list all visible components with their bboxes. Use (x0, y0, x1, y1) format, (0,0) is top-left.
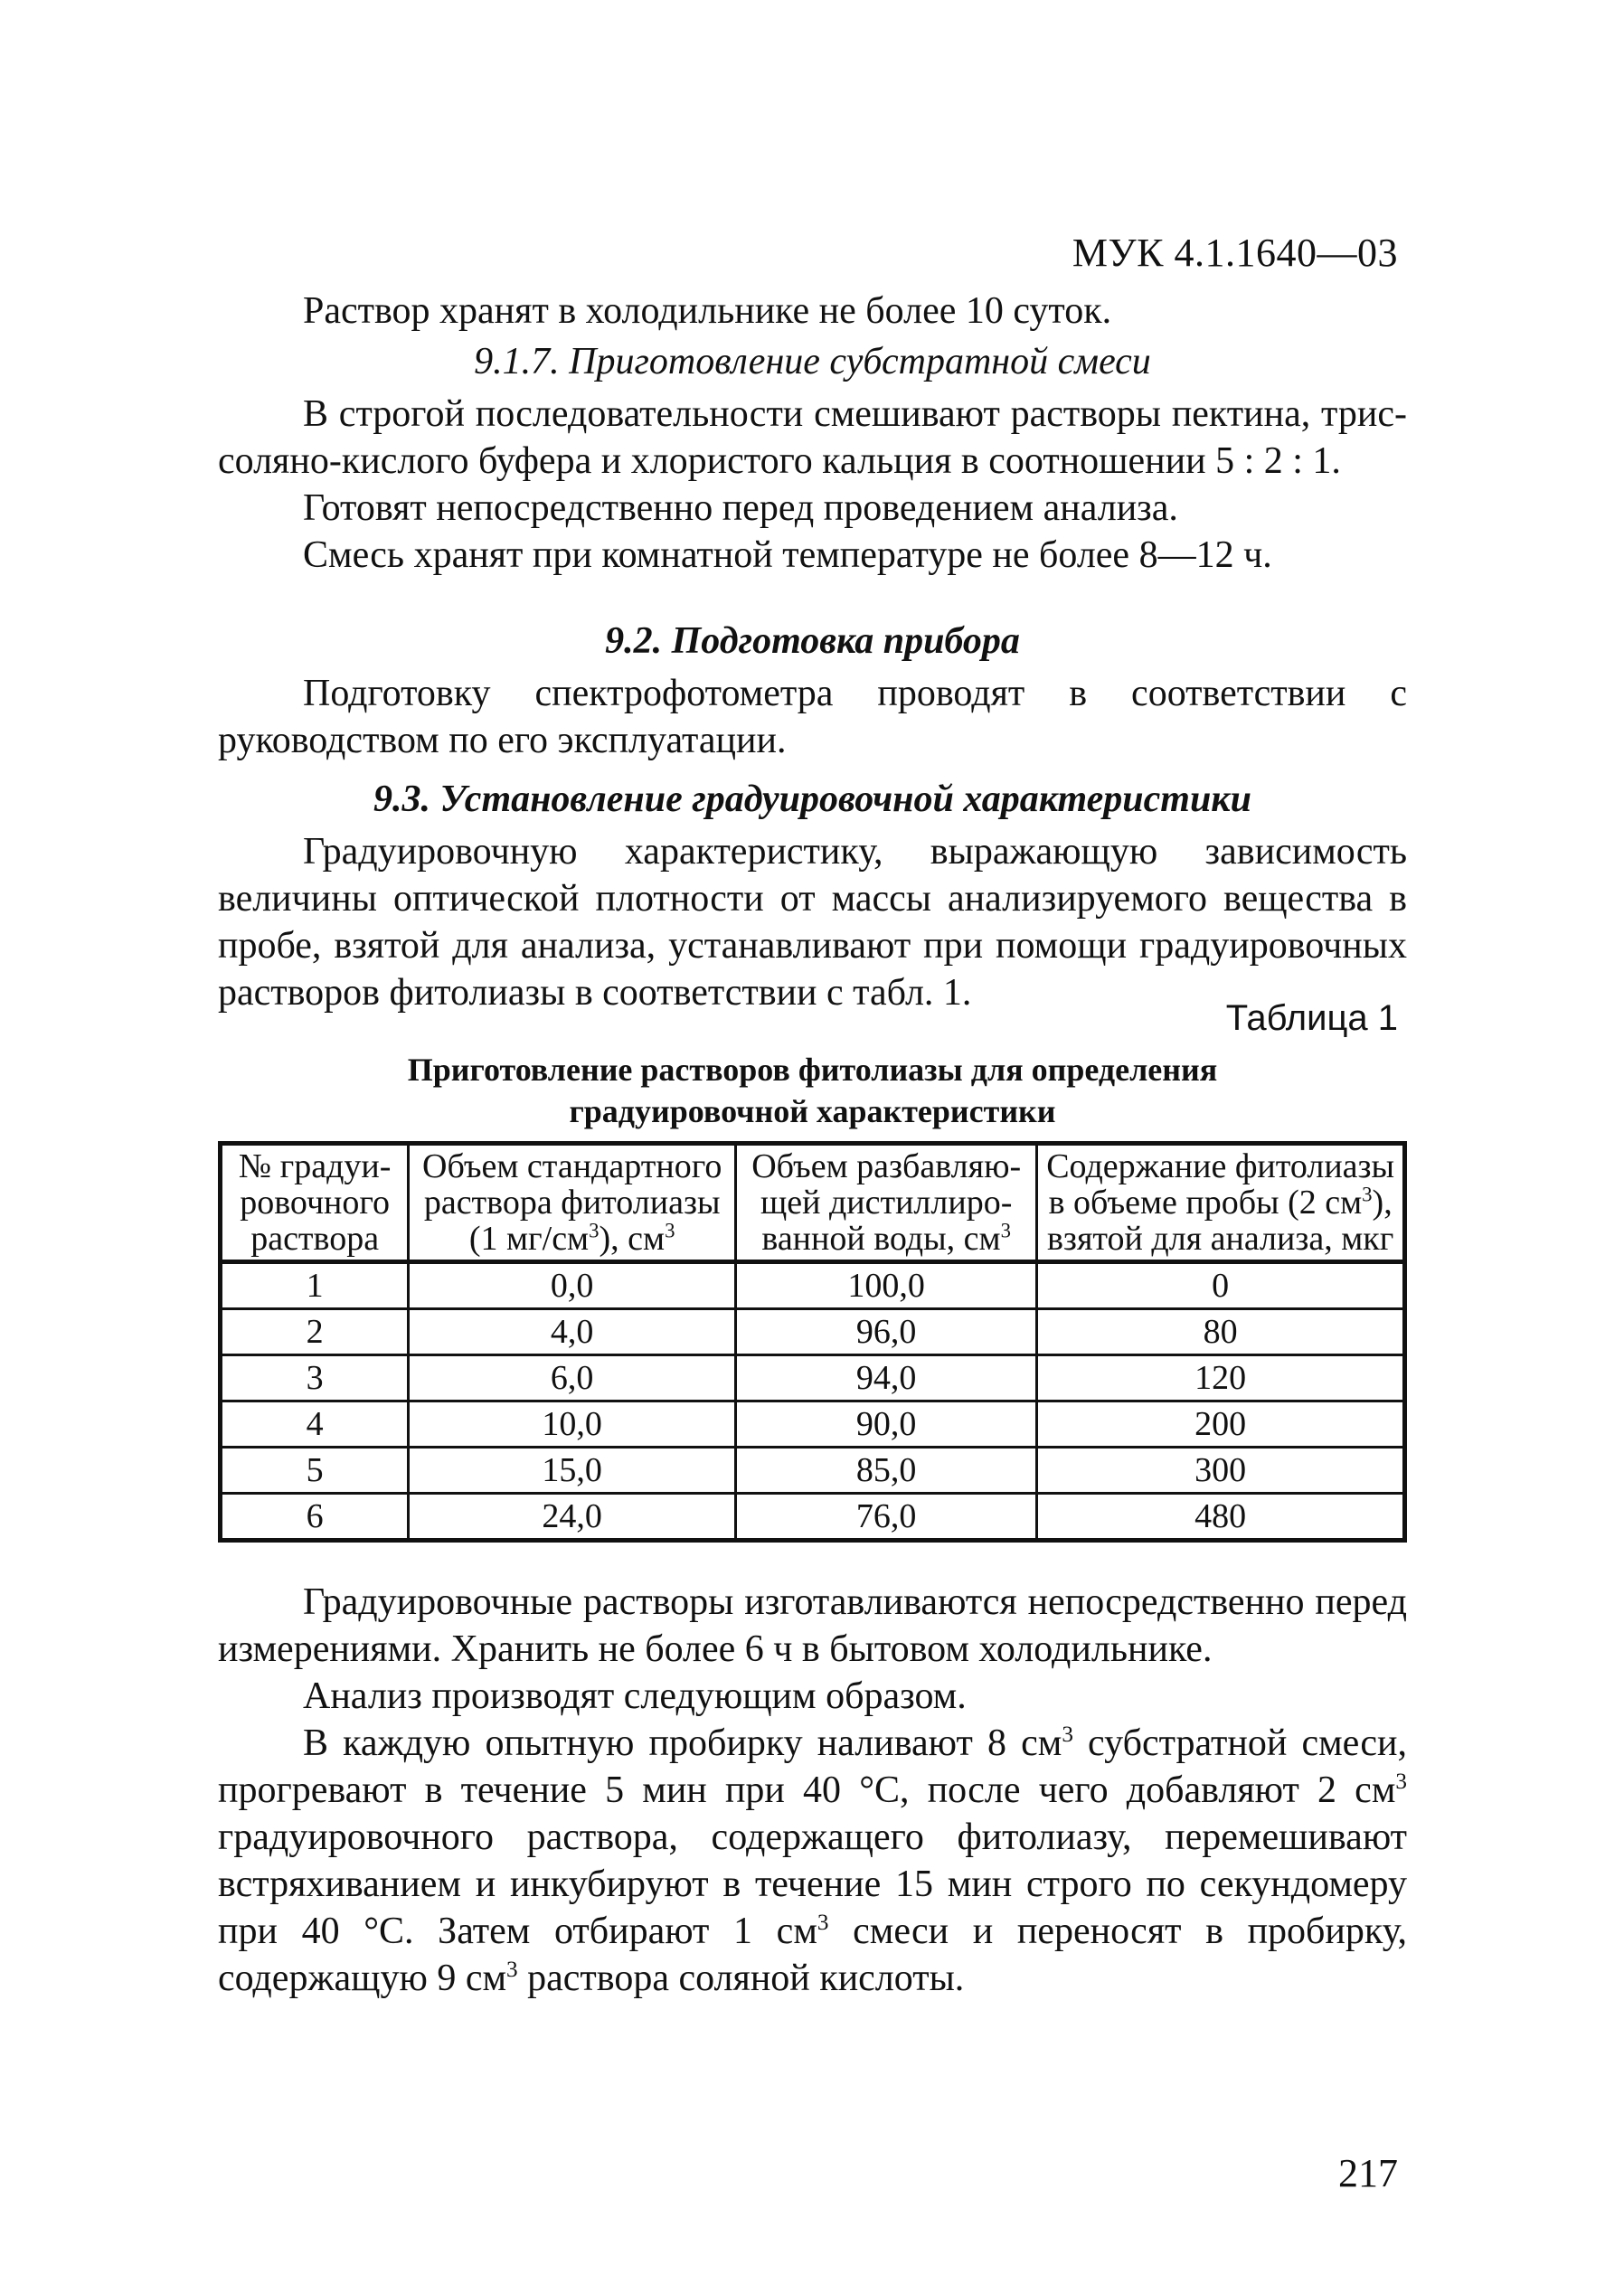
header-phytolyase-content: Содержание фитолиазы в объеме пробы (2 $см^3$), взятой для анализа, мкг (1037, 1144, 1405, 1262)
table-cell: 200 (1037, 1401, 1405, 1448)
section-storage-and-substrate (218, 288, 1407, 579)
table-row (221, 1448, 1405, 1494)
table-row (221, 1262, 1405, 1309)
table-row (221, 1401, 1405, 1448)
table-cell: 15,0 (409, 1448, 736, 1494)
table-cell: 3 (221, 1355, 409, 1401)
paragraph-calibration-solutions: Градуировочные растворы изготавливаются непосредственно перед измерениями. Хранить не более 6 ч в бытовом холодильнике. (218, 1581, 1407, 1670)
paragraph-analysis-procedure: В каждую опытную пробирку наливают 8 $см^3$ субстратной смеси, прогревают в течение 5 мин при 40 °С, после чего добавляют 2 $см^3$ градуировочного раствора, содержащего фитолиазу, перемешивают встряхиванием и инкубируют в течение 15 мин строго по секундомеру при 40 °С. Затем отбирают 1 $см^3$ смеси и переносят в пробирку, содержащую 9 $см^3$ раствора соляной кислоты. (218, 1722, 1408, 1999)
table-cell: 480 (1037, 1494, 1405, 1541)
table-cell: 85,0 (736, 1448, 1037, 1494)
section-instrument-prep (218, 618, 1407, 764)
table-cell: 2 (221, 1309, 409, 1355)
subheading-substrate-mixture: 9.1.7. Приготовление субстратной смеси (474, 341, 1151, 382)
calibration-solutions-table (218, 1141, 1407, 1543)
table-cell: 96,0 (736, 1309, 1037, 1355)
paragraph-storage: Раствор хранят в холодильнике не более 10 суток. (303, 290, 1112, 332)
table-cell: 4,0 (409, 1309, 736, 1355)
header-water-volume: Объем разбавляю- щей дистиллиро- ванной воды, $см^3$ (736, 1144, 1037, 1262)
table-row (221, 1494, 1405, 1541)
section-analysis (218, 1579, 1407, 2002)
paragraph-mixture-storage: Смесь хранят при комнатной температуре не более 8—12 ч. (303, 534, 1272, 576)
table-cell: 120 (1037, 1355, 1405, 1401)
table-cell: 1 (221, 1262, 409, 1309)
table-cell: 80 (1037, 1309, 1405, 1355)
section-calibration (218, 776, 1407, 1016)
paragraph-calibration: Градуировочную характеристику, выражающую зависимость величины оптической плотности от массы анализируемого вещества в пробе, взятой для анализа, устанавливают при помощи градуировочных растворов фитолиазы в соответствии с табл. 1. (218, 831, 1407, 1014)
table-cell: 10,0 (409, 1401, 736, 1448)
table-header-row (221, 1144, 1405, 1262)
table-caption-line: Приготовление растворов фитолиазы для определения (407, 1052, 1218, 1088)
table-row (221, 1309, 1405, 1355)
table-cell: 5 (221, 1448, 409, 1494)
table-cell: 90,0 (736, 1401, 1037, 1448)
table-label: Таблица 1 (1225, 998, 1398, 1038)
table-row (221, 1355, 1405, 1401)
table-cell: 0 (1037, 1262, 1405, 1309)
document-code-header: МУК 4.1.1640—03 (1072, 231, 1398, 275)
table-cell: 6,0 (409, 1355, 736, 1401)
paragraph-spectrophotometer: Подготовку спектрофотометра проводят в соответствии с руководством по его эксплуатации. (218, 673, 1407, 761)
table-caption (218, 1049, 1407, 1132)
table-cell: 76,0 (736, 1494, 1037, 1541)
paragraph-prepare: Готовят непосредственно перед проведением анализа. (303, 487, 1178, 529)
heading-calibration: 9.3. Установление градуировочной характеристики (373, 778, 1251, 820)
table-cell: 94,0 (736, 1355, 1037, 1401)
table-cell: 0,0 (409, 1262, 736, 1309)
header-standard-volume: Объем стандартного раствора фитолиазы (1 $мг/см^3$), $см^3$ (409, 1144, 736, 1262)
table-cell: 100,0 (736, 1262, 1037, 1309)
heading-instrument-prep: 9.2. Подготовка прибора (605, 620, 1020, 662)
page-number: 217 (1338, 2151, 1398, 2195)
table-caption-line: градуировочной характеристики (569, 1093, 1056, 1129)
table-cell: 6 (221, 1494, 409, 1541)
table-cell: 4 (221, 1401, 409, 1448)
paragraph-analysis-intro: Анализ производят следующим образом. (303, 1675, 967, 1717)
paragraph-mixing: В строгой последовательности смешивают растворы пектина, трис-соляно-кислого буфера и хлористого кальция в соотношении 5 : 2 : 1. (218, 393, 1407, 482)
table-cell: 300 (1037, 1448, 1405, 1494)
table-cell: 24,0 (409, 1494, 736, 1541)
header-solution-number: № градуи- ровочного раствора (221, 1144, 409, 1262)
